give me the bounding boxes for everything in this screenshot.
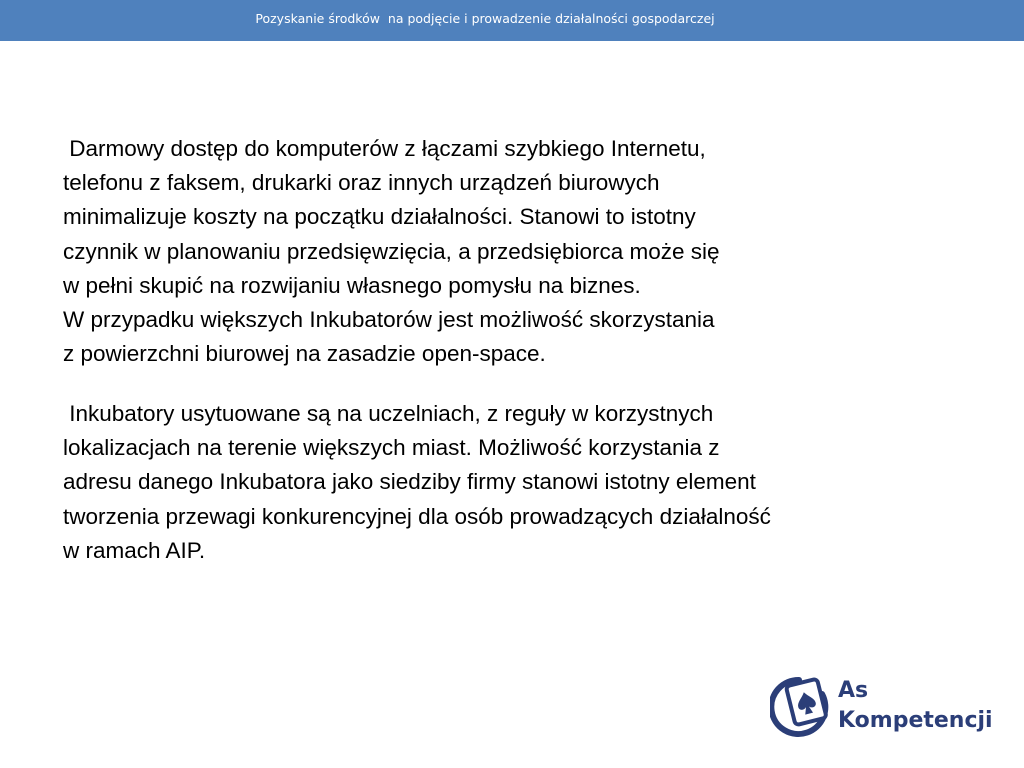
logo-text: Kompetencji bbox=[838, 708, 993, 733]
text-line: Darmowy dostęp do komputerów z łączami szybkiego Internetu, bbox=[63, 136, 706, 161]
spade-card-icon bbox=[770, 674, 832, 744]
text-line: lokalizacjach na terenie większych miast. Możliwość korzystania z bbox=[63, 435, 720, 461]
text-line: telefonu z faksem, drukarki oraz innych urządzeń biurowych bbox=[63, 170, 660, 196]
text-line: Inkubatory usytuowane są na uczelniach, z reguły w korzystnych bbox=[63, 401, 714, 426]
text-line: z powierzchni biurowej na zasadzie open-space. bbox=[63, 341, 546, 367]
header-bar bbox=[0, 0, 1024, 41]
text-line: w ramach AIP. bbox=[63, 537, 206, 563]
text-line: W przypadku większych Inkubatorów jest możliwość skorzystania bbox=[63, 307, 715, 333]
text-line: czynnik w planowaniu przedsięwzięcia, a przedsiębiorca może się bbox=[63, 238, 720, 264]
paragraph-workspace bbox=[63, 132, 973, 371]
text-line: minimalizuje koszty na początku działalności. Stanowi to istotny bbox=[63, 204, 696, 230]
paragraph-location bbox=[63, 397, 973, 568]
logo-text: As bbox=[838, 678, 869, 703]
text-line: tworzenia przewagi konkurencyjnej dla osób prowadzących działalność bbox=[63, 503, 771, 529]
slide-header-title: Pozyskanie środków na podjęcie i prowadzenie działalności gospodarczej bbox=[255, 11, 715, 26]
as-kompetencji-logo bbox=[770, 674, 1000, 746]
text-line: adresu danego Inkubatora jako siedziby firmy stanowi istotny element bbox=[63, 469, 756, 495]
text-line: w pełni skupić na rozwijaniu własnego pomysłu na biznes. bbox=[63, 272, 641, 298]
